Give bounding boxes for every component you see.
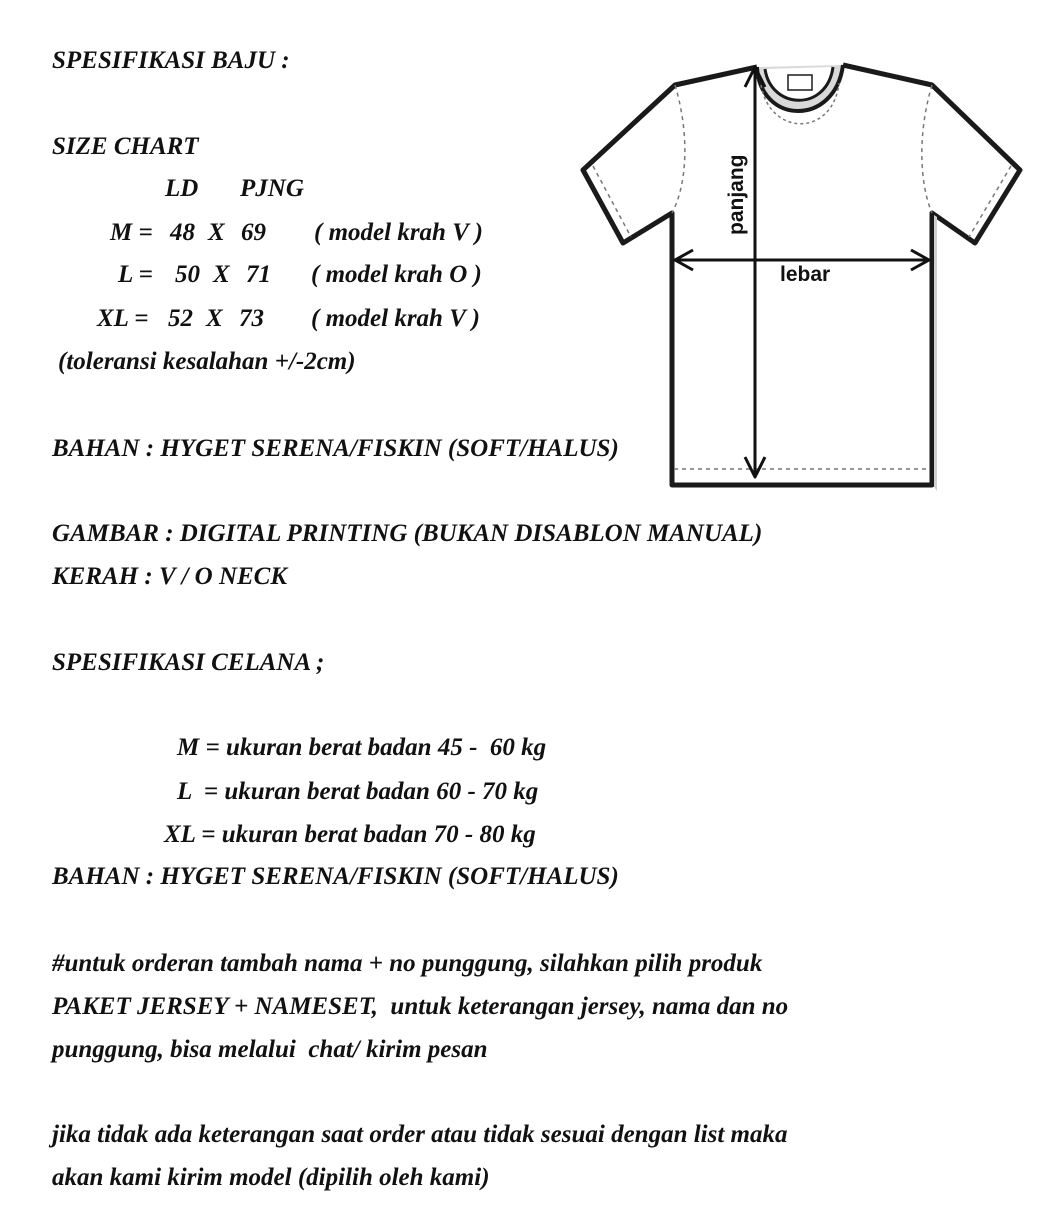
tolerance-note: (toleransi kesalahan +/-2cm) xyxy=(58,348,356,375)
order-note-line-3: punggung, bisa melalui chat/ kirim pesan xyxy=(52,1036,488,1063)
size-row-m-size: M = xyxy=(110,219,153,246)
celana-title: SPESIFIKASI CELANA ; xyxy=(52,649,325,676)
col-pjng-header: PJNG xyxy=(240,175,304,202)
celana-row-l: L = ukuran berat badan 60 - 70 kg xyxy=(177,778,539,805)
size-row-m-ld: 48 xyxy=(170,219,195,246)
baju-gambar: GAMBAR : DIGITAL PRINTING (BUKAN DISABLON MANUAL) xyxy=(52,520,763,547)
tshirt-diagram xyxy=(575,55,1035,495)
order-note-line-1: #untuk orderan tambah nama + no punggung, silahkan pilih produk xyxy=(52,950,763,977)
size-row-xl-ld: 52 xyxy=(168,305,193,332)
panjang-label: panjang xyxy=(725,154,748,235)
size-row-xl-size: XL = xyxy=(97,305,149,332)
default-note-line-1: jika tidak ada keterangan saat order atau tidak sesuai dengan list maka xyxy=(52,1121,788,1148)
celana-row-xl: XL = ukuran berat badan 70 - 80 kg xyxy=(164,821,536,848)
celana-row-m: M = ukuran berat badan 45 - 60 kg xyxy=(177,734,547,761)
col-ld-header: LD xyxy=(165,175,199,202)
size-row-m-pjng: 69 xyxy=(241,219,266,246)
size-row-xl-x: X xyxy=(206,305,223,332)
size-chart-heading: SIZE CHART xyxy=(52,133,199,160)
size-row-l-model: ( model krah O ) xyxy=(311,261,482,288)
celana-bahan: BAHAN : HYGET SERENA/FISKIN (SOFT/HALUS) xyxy=(52,863,619,890)
size-row-l-size: L = xyxy=(118,261,153,288)
size-row-xl-model: ( model krah V ) xyxy=(311,305,480,332)
size-row-m-x: X xyxy=(208,219,225,246)
baju-title: SPESIFIKASI BAJU : xyxy=(52,47,290,74)
size-row-l-x: X xyxy=(213,261,230,288)
size-row-l-ld: 50 xyxy=(175,261,200,288)
size-row-m-model: ( model krah V ) xyxy=(314,219,483,246)
baju-kerah: KERAH : V / O NECK xyxy=(52,563,288,590)
tshirt-shadow xyxy=(934,215,937,491)
size-row-l-pjng: 71 xyxy=(246,261,271,288)
tshirt-tag xyxy=(788,75,812,90)
size-row-xl-pjng: 73 xyxy=(239,305,264,332)
order-note-line-2: PAKET JERSEY + NAMESET, untuk keterangan jersey, nama dan no xyxy=(52,993,789,1020)
baju-bahan: BAHAN : HYGET SERENA/FISKIN (SOFT/HALUS) xyxy=(52,435,619,462)
default-note-line-2: akan kami kirim model (dipilih oleh kami) xyxy=(52,1164,490,1191)
lebar-label: lebar xyxy=(780,263,831,286)
